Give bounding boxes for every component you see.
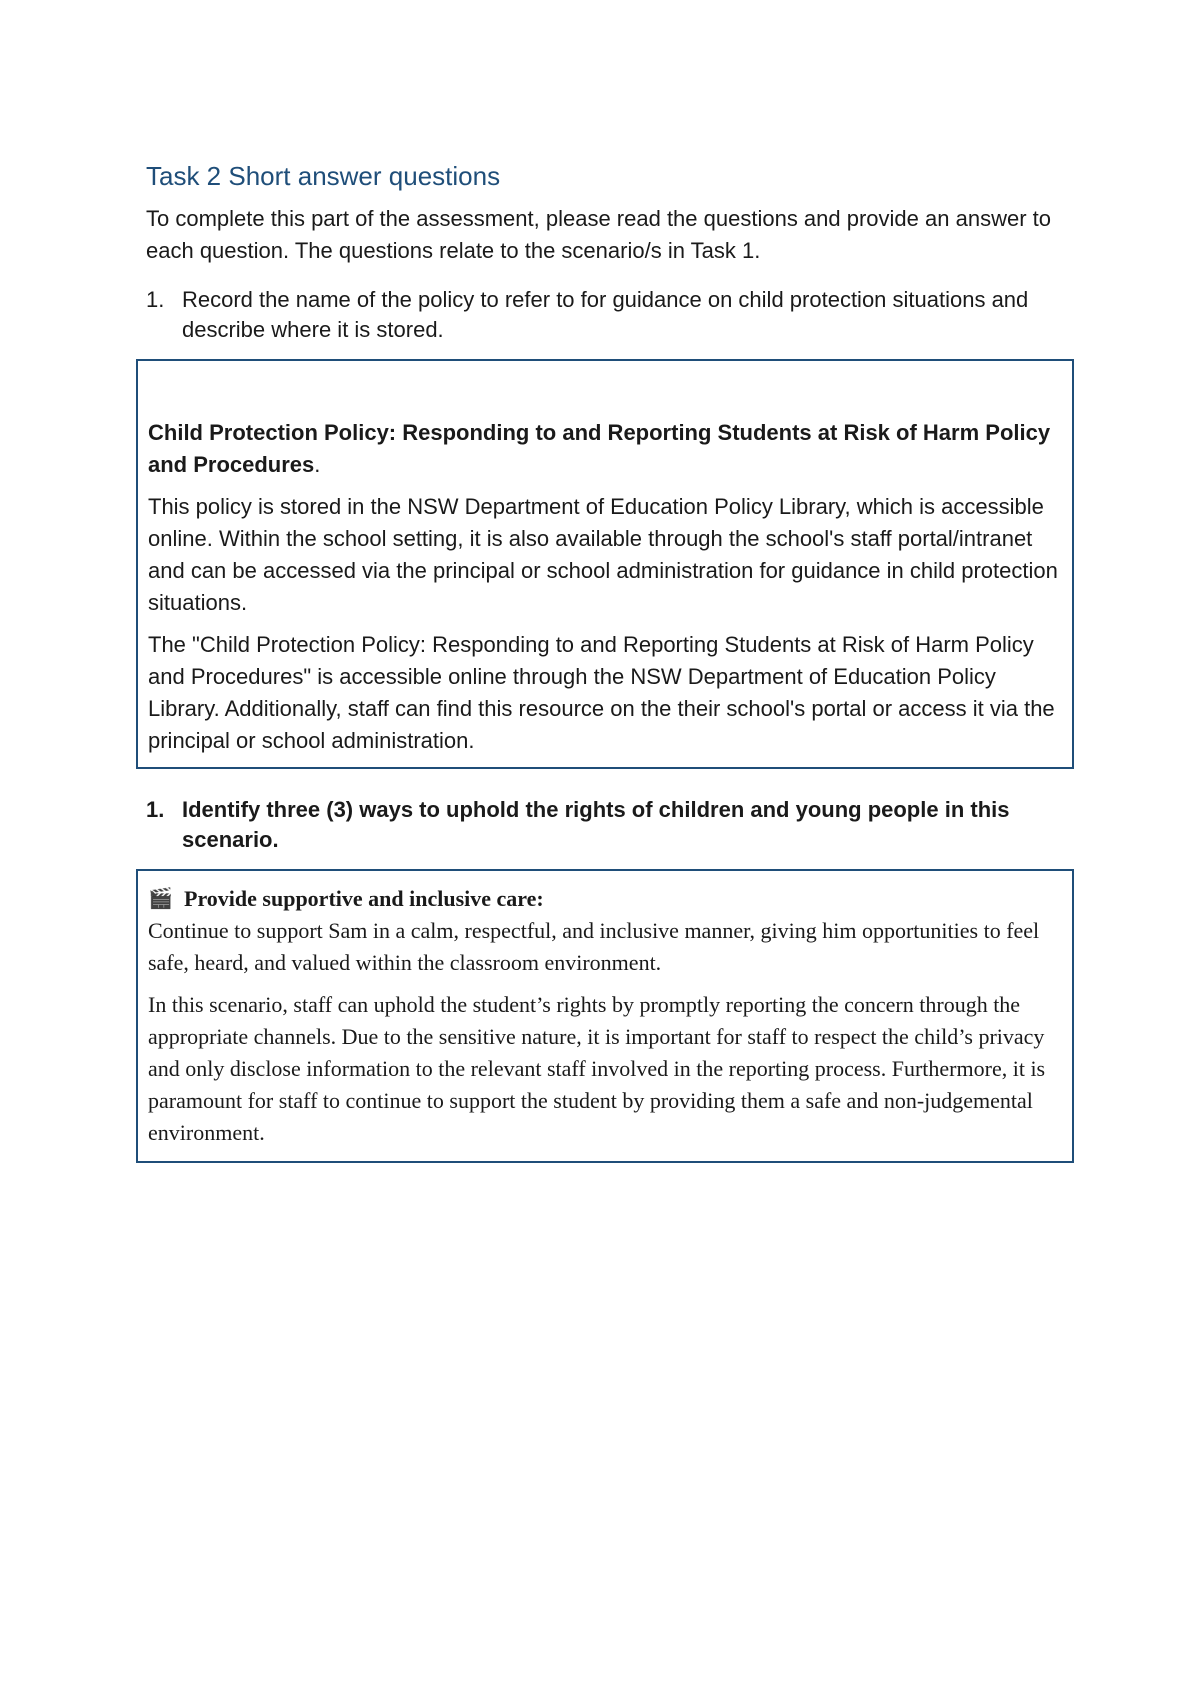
answer-1-paragraph-1: This policy is stored in the NSW Department of Education Policy Library, which is accessible online. Within the school setting, it is also available through the school's staff portal/intranet and can be accessed via the principal or school administration for guidance in child protection situations. bbox=[148, 493, 1058, 615]
answer-box-2[interactable] bbox=[136, 869, 1074, 1163]
task-title: Task 2 Short answer questions bbox=[146, 161, 501, 191]
policy-name-line bbox=[148, 417, 1062, 481]
question-2 bbox=[146, 795, 1076, 855]
bullet-heading-row bbox=[148, 883, 1062, 915]
question-1-number: 1. bbox=[146, 286, 165, 312]
question-2-number: 1. bbox=[146, 796, 165, 822]
question-1 bbox=[146, 285, 1076, 345]
bullet-text: Continue to support Sam in a calm, respectful, and inclusive manner, giving him opportunities to feel safe, heard, and valued within the classroom environment. bbox=[148, 917, 1040, 975]
bullet-heading: Provide supportive and inclusive care: bbox=[184, 885, 544, 911]
document-page bbox=[146, 160, 1076, 1163]
question-2-text: Identify three (3) ways to uphold the rights of children and young people in this scenario. bbox=[182, 796, 1010, 852]
clapperboard-icon: 🎬 bbox=[148, 887, 173, 910]
task-intro: To complete this part of the assessment, please read the questions and provide an answer to each question. The questions relate to the scenario/s in Task 1. bbox=[146, 205, 1051, 263]
question-1-text: Record the name of the policy to refer to for guidance on child protection situations and describe where it is stored. bbox=[182, 286, 1029, 342]
answer-1-paragraph-2: The "Child Protection Policy: Responding to and Reporting Students at Risk of Harm Policy and Procedures" is accessible online through the NSW Department of Education Policy Library. Additionally, staff can find this resource on the their school's portal or access it via the principal or school administration. bbox=[148, 631, 1055, 753]
policy-name-suffix: . bbox=[314, 451, 321, 477]
answer-2-paragraph: In this scenario, staff can uphold the student’s rights by promptly reporting the concern through the appropriate channels. Due to the sensitive nature, it is important for staff to respect the child’s privacy and only disclose information to the relevant staff involved in the reporting process. Furthermore, it is paramount for staff to continue to support the student by providing them a safe and non-judgemental environment. bbox=[148, 991, 1046, 1145]
answer-box-1[interactable] bbox=[136, 359, 1074, 769]
policy-name: Child Protection Policy: Responding to and Reporting Students at Risk of Harm Policy and Procedures bbox=[148, 419, 1051, 477]
